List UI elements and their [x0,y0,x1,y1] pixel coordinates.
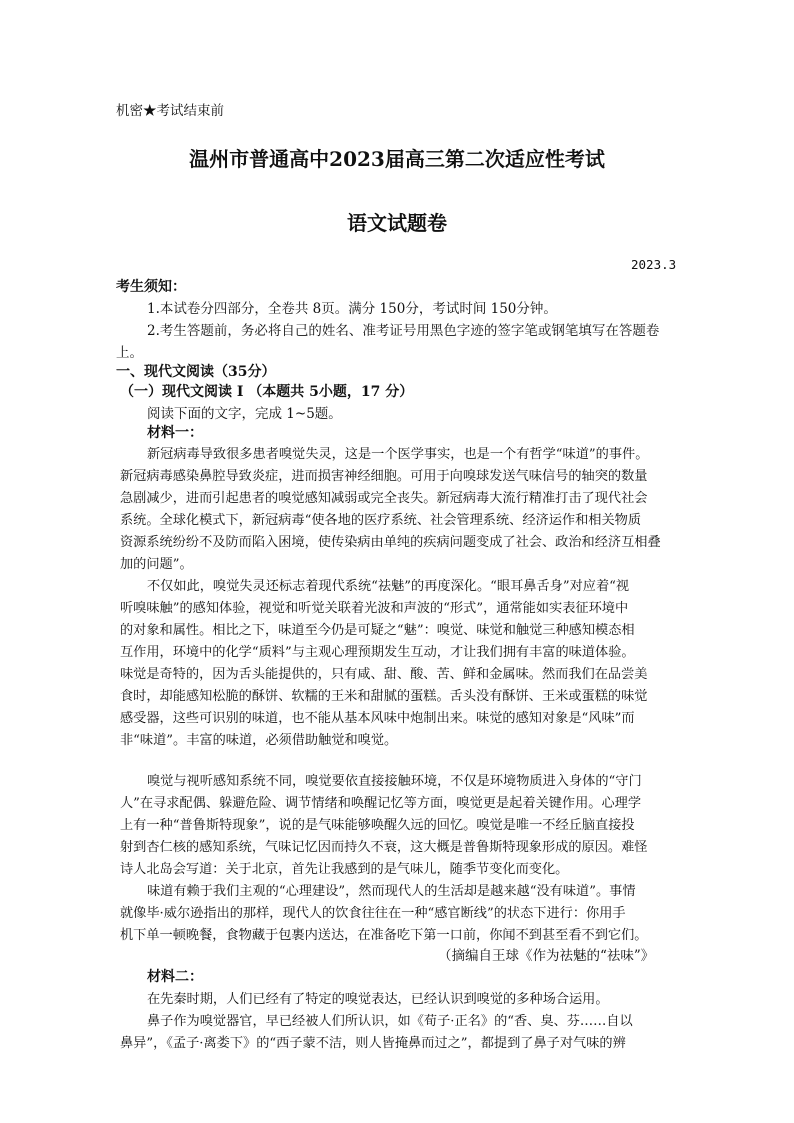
exam-date: 2023.3 [631,257,677,272]
paragraph-line: 新冠病毒感染鼻腔导致炎症，进而损害神经细胞。可用于向嗅球发送气味信号的轴突的数量 [120,469,648,484]
material-1-label: 材料一： [147,425,203,441]
paragraph-line: 味觉是奇特的，因为舌头能提供的，只有咸、甜、酸、苦、鲜和金属味。然而我们在品尝美 [120,667,648,682]
paragraph-line: 在先秦时期，人们已经有了特定的嗅觉表达，已经认识到嗅觉的多种场合运用。 [147,992,609,1007]
exam-title: 温州市普通高中2023届高三第二次适应性考试 [189,147,605,171]
paragraph-line: 鼻子作为嗅觉器官，早已经被人们所认识，如《荀子·正名》的“香、臭、芬……自以 [147,1014,633,1029]
paragraph-line: 人”在寻求配偶、躲避危险、调节情绪和唤醒记忆等方面，嗅觉更是起着关键作用。心理学 [120,796,642,811]
subsection-title: （一）现代文阅读 I （本题共 5小题，17 分） [120,384,414,400]
paragraph-line: 听嗅味触”的感知体验，视觉和听觉关联着光波和声波的“形式”，通常能如实表征环境中 [120,601,629,616]
paragraph-line: 就像毕·威尔逊指出的那样，现代人的饮食往往在一种“感官断线”的状态下进行：你用手 [120,906,626,921]
paragraph-line: 射到杏仁核的感知系统，气味记忆因而持久不衰，这大概是普鲁斯特现象形成的原因。难怪 [120,840,648,855]
paragraph-line: 上有一种“普鲁斯特现象”，说的是气味能够唤醒久远的回忆。嗅觉是唯一不经丘脑直接投 [120,818,635,833]
notice-item-1: 1.本试卷分四部分，全卷共 8页。满分 150分，考试时间 150分钟。 [147,301,557,317]
exam-subtitle: 语文试题卷 [347,211,447,235]
paragraph-line: 食时，却能感知松脆的酥饼、软糯的王米和甜腻的蛋糕。舌头没有酥饼、王米或蛋糕的味觉 [120,689,648,704]
paragraph-line: 新冠病毒导致很多患者嗅觉失灵，这是一个医学事实，也是一个有哲学“味道”的事件。 [147,447,649,462]
paragraph-line: 嗅觉与视听感知系统不同，嗅觉要依直接接触环境，不仅是环境物质进入身体的“守门 [147,774,642,789]
paragraph-line: 味道有赖于我们主观的“心理建设”，然而现代人的生活却是越来越“没有味道”。事情 [147,884,636,899]
notice-item-2-cont: 上。 [116,345,143,361]
notice-item-2: 2.考生答题前，务必将自己的姓名、准考证号用黑色字迹的签字笔或钢笔填写在答题卷 [147,323,660,339]
instruction-text: 阅读下面的文字，完成 1~5题。 [147,406,342,422]
paragraph-line: 鼻异”，《孟子·离娄下》的“西子蒙不洁，则人皆掩鼻而过之”，都提到了鼻子对气味的辨 [120,1036,626,1051]
paragraph-line: 的对象和属性。相比之下，味道至今仍是可疑之“魅”：嗅觉、味觉和触觉三种感知模态相 [120,623,635,638]
paragraph-line: 急剧减少，进而引起患者的嗅觉感知减弱或完全丧失。新冠病毒大流行精准打击了现代社会 [120,491,648,506]
section-title: 一、现代文阅读（35分） [116,364,276,380]
paragraph-line: 诗人北岛会写道：关于北京，首先让我感到的是气味儿，随季节变化而变化。 [120,862,569,877]
material-2-label: 材料二： [147,969,203,985]
paragraph-line: 资源系统纷纷不及防而陷入困境，使传染病由单纯的疾病问题变成了社会、政治和经济互相叠 [120,535,661,550]
confidential-label: 机密★考试结束前 [116,103,224,119]
paragraph-line: 加的问题”。 [120,557,193,572]
paragraph-line: 机下单一顿晚餐，食物藏于包裹内送达，在准备吃下第一口前，你闻不到甚至看不到它们。 [120,928,648,943]
source-citation: （摘编自王球《作为祛魅的“祛味”》 [438,948,655,964]
paragraph-line: 互作用，环境中的化学“质料”与主观心理预期发生互动，才让我们拥有丰富的味道体验。 [120,645,635,660]
paragraph-line: 非“味道”。丰富的味道，必须借助触觉和嗅觉。 [120,733,398,748]
paragraph-line: 感受器，这些可识别的味道，也不能从基本风味中炮制出来。味觉的感知对象是“风味”而 [120,711,635,726]
notice-title: 考生须知： [116,279,186,295]
paragraph-line: 系统。全球化模式下，新冠病毒“使各地的医疗系统、社会管理系统、经济运作和相关物质 [120,513,642,528]
paragraph-line: 不仅如此，嗅觉失灵还标志着现代系统“祛魅”的再度深化。“眼耳鼻舌身”对应着“视 [147,579,630,594]
